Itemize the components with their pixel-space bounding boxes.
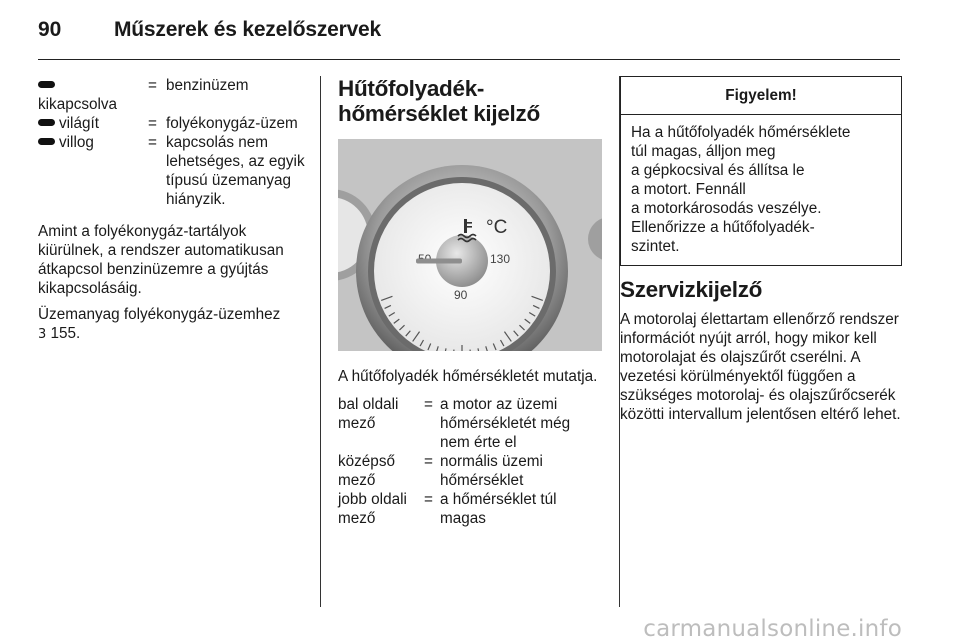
gauge-caption: A hűtőfolyadék hőmérsékletét mutatja. <box>338 368 598 385</box>
coolant-heading: Hűtőfolyadék-hőmérséklet kijelző <box>338 76 540 126</box>
status-row-blink: villog = kapcsolás nem lehetséges, az egyik típusú üzemanyag hiányzik. <box>38 133 306 209</box>
status-term-off: kikapcsolva <box>38 96 118 113</box>
page-reference-link[interactable]: 155. <box>46 325 81 342</box>
gauge-tick <box>453 350 454 351</box>
coolant-gauge-photo <box>338 139 602 351</box>
column-divider-left <box>320 76 321 607</box>
warning-title: Figyelem! <box>621 77 901 115</box>
status-row-on: világít = folyékonygáz-üzem <box>38 114 306 133</box>
fuel-status-indicator-icon <box>38 119 55 126</box>
zone-term: jobb oldali mező <box>338 491 407 527</box>
warning-box <box>620 76 902 266</box>
auto-switch-paragraph: Amint a folyékonygáz-tartályok kiürülnek, a rendszer automatikusan átkapcsol benzinüzemre a gyújtás kikapcsolásáig. <box>38 223 284 297</box>
column-warning-service <box>620 76 902 424</box>
lpg-reference-paragraph: Üzemanyag folyékonygáz-üzemhez 3 155. <box>38 306 281 342</box>
gauge-tick-label-90: 90 <box>454 288 468 302</box>
gauge-tick-label-130: 130 <box>490 252 511 266</box>
warning-body: Ha a hűtőfolyadék hőmérséklete túl magas, álljon meg a gépkocsival és állítsa le a motort. Fennáll a motorkárosodás veszélye. Ellenőrizze a hűtőfolyadék- szintet. <box>631 124 851 255</box>
zone-row-middle: középső mező = normális üzemi hőmérséklet <box>338 452 604 490</box>
column-coolant <box>338 76 604 528</box>
page-reference-arrow-icon: 3 <box>38 327 47 342</box>
coolant-zone-table <box>338 395 604 528</box>
zone-row-right: jobb oldali mező = a hőmérséklet túl magas <box>338 490 604 528</box>
status-row-off: = benzinüzem kikapcsolva <box>38 76 306 114</box>
status-term-on: világít <box>59 115 99 132</box>
page-number: 90 <box>38 18 62 41</box>
coolant-gauge-illustration <box>338 139 602 351</box>
status-term-blink: villog <box>59 134 94 151</box>
gauge-tick <box>470 350 471 351</box>
gauge-unit-label: °C <box>486 217 508 238</box>
zone-row-left: bal oldali mező = a motor az üzemi hőmérsékletét még nem érte el <box>338 395 604 452</box>
zone-desc: a motor az üzemi hőmérsékletét még nem érte el <box>440 396 571 451</box>
status-desc-on: folyékonygáz-üzem <box>166 115 298 132</box>
watermark: carmanualsonline.info <box>643 616 902 642</box>
zone-desc: normális üzemi hőmérséklet <box>440 453 543 489</box>
status-desc-off: benzinüzem <box>166 77 249 94</box>
page-header <box>38 18 381 48</box>
service-heading: Szervizkijelző <box>620 277 763 302</box>
fuel-status-indicator-icon <box>38 138 55 145</box>
page-title: Műszerek és kezelőszervek <box>114 18 382 41</box>
zone-term: bal oldali mező <box>338 396 399 432</box>
status-desc-blink: kapcsolás nem lehetséges, az egyik típusú üzemanyag hiányzik. <box>166 134 305 208</box>
gauge-needle <box>416 259 462 264</box>
zone-term: középső mező <box>338 453 395 489</box>
service-paragraph: A motorolaj élettartam ellenőrző rendszer információt nyújt arról, hogy mikor kell motorolajat és olajszűrőt cserélni. A vezetési körülményektől függően a szükséges motorolaj- és olajszűrőcserék közötti intervallum jelentősen eltérő lehet. <box>620 311 901 423</box>
column-lpg-status <box>38 76 306 344</box>
header-rule <box>38 59 900 60</box>
fuel-status-indicator-icon <box>38 81 55 88</box>
zone-desc: a hőmérséklet túl magas <box>440 491 557 527</box>
